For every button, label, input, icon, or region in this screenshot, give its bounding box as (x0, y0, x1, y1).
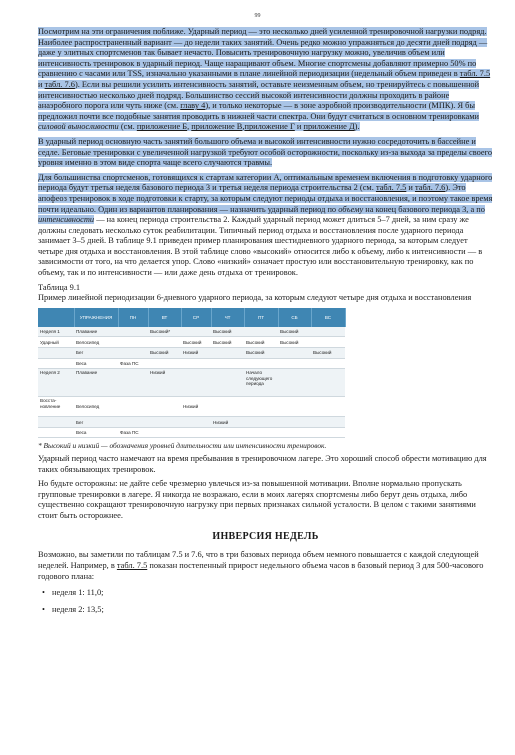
table-cell (244, 358, 278, 369)
table-row (38, 327, 345, 337)
table-cell (311, 327, 345, 337)
table-row (38, 397, 345, 417)
table-cell: Высокий* (148, 327, 181, 337)
header-cell: ЧТ (211, 308, 244, 327)
table-cell: Велосипед (74, 337, 118, 348)
table-cell (118, 337, 148, 348)
table-cell (211, 397, 244, 417)
table-footnote: * Высокий и низкий — обозначения уровней длительности или интенсивности тренировок. (38, 441, 327, 451)
link-appendix-v[interactable]: приложение В (191, 122, 243, 132)
page-body (38, 27, 493, 615)
table-cell: Низкий (181, 348, 211, 359)
table-title: Таблица 9.1 (38, 282, 81, 292)
table-cell (181, 369, 211, 397)
paragraph-shock-period-intro (38, 27, 493, 133)
table-cell: Высокий (181, 337, 211, 348)
table-cell (118, 327, 148, 337)
table-cell (38, 358, 74, 369)
table-cell (244, 397, 278, 417)
table-cell: Низкий (181, 397, 211, 417)
list-item: • неделя 1: 11,0; (42, 588, 104, 598)
table-row (38, 337, 345, 348)
table-header-row (38, 308, 345, 327)
link-appendix-d[interactable]: приложение Д (303, 122, 355, 132)
table-cell: Восста-новление (38, 397, 74, 417)
table-cell (311, 358, 345, 369)
table-row (38, 348, 345, 359)
link-table-7-5[interactable]: табл. 7.5 (116, 561, 148, 571)
table-cell (148, 358, 181, 369)
table-cell (311, 417, 345, 428)
link-table-7-6[interactable]: табл. 7.6 (414, 183, 446, 193)
table-cell (311, 427, 345, 438)
table-cell (278, 397, 311, 417)
table-cell (148, 337, 181, 348)
table-cell: Высокий (148, 348, 181, 359)
table-cell (181, 327, 211, 337)
table-row (38, 369, 345, 397)
table-cell (181, 358, 211, 369)
table-cell (211, 358, 244, 369)
header-cell: УПРАЖНЕНИЯ (74, 308, 118, 327)
table-cell: Веса (74, 358, 118, 369)
paragraph-training-camp: Ударный период часто намечают на время пребывания в тренировочном лагере. Это хороший способ обрести мотивацию для таких обязывающих тренировок. (38, 453, 487, 474)
table-cell (118, 417, 148, 428)
table-cell: Веса (74, 427, 118, 438)
paragraph-timing: Для большинства спортсменов, готовящихся к стартам категории А, оптимальным временем включения в подготовку ударного периода будут третья неделя базового периода 3 и третья неделя периода строительства 2 (см. табл. 7.5 и табл. 7.6). Это апофеоз тренировок в ходе подготовки к старту, за которым следуют периоды отдыха и восстановления, и поэтому такое время почти идеально. Один из вариантов планирования — назначить ударный период по объему на конец базового периода 3, а по интенсивности — на конец периода строительства 2. Каждый ударный период может длиться 5–7 дней, за ним сразу же должны следовать несколько суток реабилитации. Типичный период отдыха и восстановления после ударного периода занимает 3–5 дней. В таблице 9.1 приведен пример планирования шестидневного ударного периода, за которым следует четыре дня отдыха и восстановления. В этой таблице слово «высокий» относится либо к объему, либо к интенсивности — в зависимости от того, на что делается упор. Слово «низкий» означает простую или восстановительную тренировку, как по объему, так и по интенсивности — или даже день отдыха от тренировок. (38, 172, 493, 278)
table-cell: Высокий (244, 337, 278, 348)
table-cell (244, 417, 278, 428)
table-cell (118, 397, 148, 417)
table-cell: Высокий (278, 327, 311, 337)
table-cell (244, 427, 278, 438)
list-item: • неделя 2: 13,5; (42, 604, 104, 614)
table-cell (148, 427, 181, 438)
link-appendix-b[interactable]: приложение Б (136, 122, 188, 132)
table-cell: Велосипед (74, 397, 118, 417)
bullet-icon: • (42, 588, 45, 598)
section-heading: ИНВЕРСИЯ НЕДЕЛЬ (212, 531, 319, 543)
bullet-icon: • (42, 604, 45, 614)
table-cell: Фаза ПС (118, 358, 148, 369)
table-cell (148, 397, 181, 417)
table-cell (118, 369, 148, 397)
header-cell: СБ (278, 308, 311, 327)
table-cell: Плавание (74, 369, 118, 397)
table-cell (211, 369, 244, 397)
table-cell (311, 369, 345, 397)
selection-highlight: Посмотрим на эти ограничения поближе. Ударный период — это несколько дней усиленной тренировочной нагрузки подряд. Наиболее распространенный вариант — до недели таких занятий. Очень редко можно упражняться до десяти дней подряд — даже у элитных спортсменов так бывает нечасто. Повысить тренировочную нагрузку можно, увеличив объем или интенсивность тренировок в ударный период. Чаще наращивают объем. Многие спортсмены добавляют примерно 50% по сравнению с часами или TSS, изначально указанными в плане линейной периодизации (недельный объем приведен в табл. 7.5 и табл. 7.6). Если вы решили усилить интенсивность занятий, оставьте неизменным объем, но тренируйтесь с повышенной интенсивностью несколько дней подряд. Большинство сессий высокой интенсивности должны проходить в районе анаэробного порога или чуть ниже (см. главу 4), и только некоторые — в зоне аэробной производительности (МПК). Я бы предложил почти все подобные занятия проводить в нижней части спектра. Они будут считаться в основном тренировками силовой выносливости (см. приложение Б, приложение В,приложение Г и приложение Д). (38, 27, 491, 132)
paragraph-week-inversion: Возможно, вы заметили по таблицам 7.5 и 7.6, что в три базовых периода объем немного повышается с каждой следующей неделей. Например, в табл. 7.5 показан постепенный прирост недельного объема часов в базовый период 3 для 500-часового годового плана: (38, 550, 484, 581)
table-cell: Фаза ПС (118, 427, 148, 438)
table-cell (148, 417, 181, 428)
table-cell: Высокий (244, 348, 278, 359)
link-table-7-5[interactable]: табл. 7.5 (375, 183, 407, 193)
page-number: 99 (254, 13, 261, 19)
table-cell (211, 427, 244, 438)
table-cell: Высокий (211, 337, 244, 348)
table-row (38, 358, 345, 369)
table-cell: Низкий (148, 369, 181, 397)
table-cell: Ударный (38, 337, 74, 348)
table-row (38, 417, 345, 428)
header-cell: ПН (118, 308, 148, 327)
paragraph-caution: Но будьте осторожны: не дайте себе чрезмерно увлечься из-за повышенной мотивации. Вполне нормально пропускать групповые тренировки в лагере. Я никогда не возражаю, если в моих лагерях спортсмены либо берут день отдыха, либо существенно сокращают тренировочную нагрузку при первых признаках сильной усталости. В целом с такими занятиями стоит быть осторожнее. (38, 479, 476, 520)
table-cell (311, 337, 345, 348)
table-cell (278, 358, 311, 369)
table-cell: Неделя 1 (38, 327, 74, 337)
table-cell: Бег (74, 417, 118, 428)
table-cell (278, 348, 311, 359)
table-cell: Высокий (311, 348, 345, 359)
link-chapter-4[interactable]: главу 4 (180, 101, 206, 111)
link-table-7-6[interactable]: табл. 7.6 (44, 79, 75, 89)
table-cell (311, 397, 345, 417)
paragraph-pool-and-saddle (38, 137, 493, 169)
table-cell (244, 327, 278, 337)
link-table-7-5[interactable]: табл. 7.5 (459, 69, 491, 79)
table-cell: Неделя 2 (38, 369, 74, 397)
table-cell (38, 427, 74, 438)
table-cell: Начало следующего периода (244, 369, 278, 397)
table-caption: Пример линейной периодизации 6-дневного ударного периода, за которым следуют четыре дня отдыха и восстановления (38, 293, 472, 303)
header-cell: ВТ (148, 308, 181, 327)
table-cell (181, 417, 211, 428)
header-cell (38, 308, 74, 327)
header-cell: СР (181, 308, 211, 327)
table-cell: Высокий (211, 327, 244, 337)
table-cell (118, 348, 148, 359)
header-cell: ВС (311, 308, 345, 327)
shock-period-table (38, 308, 346, 439)
table-cell (278, 369, 311, 397)
table-cell (278, 427, 311, 438)
selection-highlight: Для большинства спортсменов, готовящихся к стартам категории А, оптимальным временем включения в подготовку ударного периода будут третья неделя базового периода 3 и третья неделя периода строительства 2 (см. табл. 7.5 и табл. 7.6). Это апофеоз тренировок в ходе подготовки к старту, за которым следуют периоды отдыха и восстановления, и поэтому такое время почти идеально. Один из вариантов планирования — назначить ударный период по объему на конец базового периода 3, а по интенсивности (38, 172, 493, 225)
link-appendix-g[interactable]: приложение Г (244, 122, 295, 132)
selection-highlight: В ударный период основную часть занятий большого объема и высокой интенсивности нужно сосредоточить в бассейне и седле. Беговые тренировки с увеличенной нагрузкой требуют особой осторожности, поскольку из-за выхода за пределы своего уровня именно в этом виде спорта чаще всего случаются травмы. (38, 136, 493, 168)
table-cell (38, 417, 74, 428)
table-cell (211, 348, 244, 359)
table-cell: Плавание (74, 327, 118, 337)
header-cell: ПТ (244, 308, 278, 327)
table-cell (278, 417, 311, 428)
table-cell: Низкий (211, 417, 244, 428)
table-cell (38, 348, 74, 359)
table-cell: Высокий (278, 337, 311, 348)
table-cell: Бег (74, 348, 118, 359)
table-cell (181, 427, 211, 438)
table-row (38, 427, 345, 438)
